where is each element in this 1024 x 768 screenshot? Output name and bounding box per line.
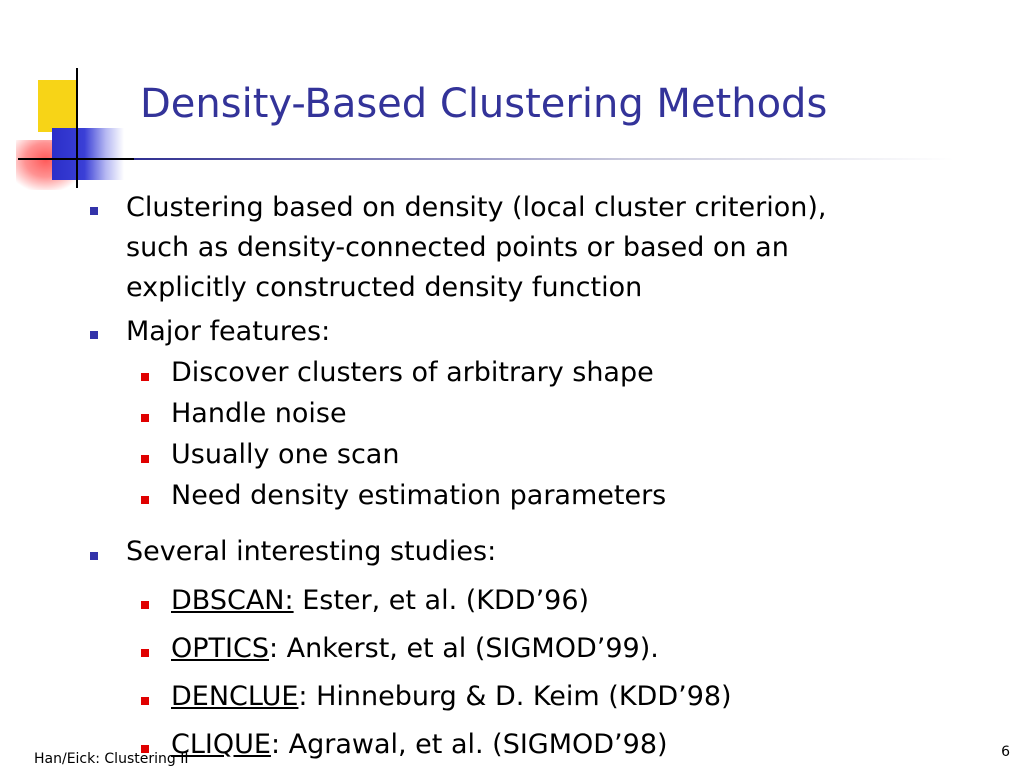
study-optics <box>171 629 659 669</box>
study-citation: : Ankerst, et al (SIGMOD’99). <box>268 633 659 664</box>
study-denclue <box>171 677 732 717</box>
slide-title: Density-Based Clustering Methods <box>140 81 828 127</box>
bullet-line: such as density-connected points or based on an <box>126 232 789 263</box>
study-citation: Ester, et al. (KDD’96) <box>293 585 590 616</box>
study-name-link[interactable]: OPTICS <box>171 633 269 664</box>
sub-bullet-density-parameters: Need density estimation parameters <box>171 480 667 511</box>
study-citation: : Hinneburg & D. Keim (KDD’98) <box>298 681 732 712</box>
study-clique <box>171 725 668 765</box>
sub-bullet-marker <box>141 414 149 422</box>
bullet-interesting-studies: Several interesting studies: <box>126 536 497 567</box>
decorative-yellow-square <box>38 80 78 132</box>
sub-bullet-marker <box>141 373 149 381</box>
sub-bullet-marker <box>141 455 149 463</box>
study-name-link[interactable]: DBSCAN: <box>171 585 294 616</box>
decorative-blue-square <box>52 128 124 180</box>
sub-bullet-handle-noise: Handle noise <box>171 398 347 429</box>
bullet-line: Clustering based on density (local cluster criterion), <box>126 192 827 223</box>
bullet-marker <box>90 331 98 339</box>
bullet-marker <box>90 552 98 560</box>
bullet-line: explicitly constructed density function <box>126 272 643 303</box>
bullet-major-features: Major features: <box>126 316 331 347</box>
sub-bullet-marker <box>141 496 149 504</box>
sub-bullet-marker <box>141 697 149 705</box>
slide-footer: Han/Eick: Clustering II <box>34 751 189 767</box>
study-name-link[interactable]: DENCLUE <box>171 681 299 712</box>
sub-bullet-arbitrary-shape: Discover clusters of arbitrary shape <box>171 357 654 388</box>
bullet-marker <box>90 207 98 215</box>
sub-bullet-marker <box>141 601 149 609</box>
bullet-clustering-density <box>126 188 826 308</box>
page-number: 6 <box>1001 744 1010 760</box>
study-dbscan <box>171 581 589 621</box>
sub-bullet-one-scan: Usually one scan <box>171 439 400 470</box>
decorative-horizontal-line <box>18 158 136 160</box>
title-underline-rule <box>134 158 954 160</box>
study-citation: : Agrawal, et al. (SIGMOD’98) <box>270 729 668 760</box>
study-name-link[interactable]: CLIQUE <box>171 729 271 760</box>
sub-bullet-marker <box>141 649 149 657</box>
decorative-vertical-line <box>76 68 78 188</box>
